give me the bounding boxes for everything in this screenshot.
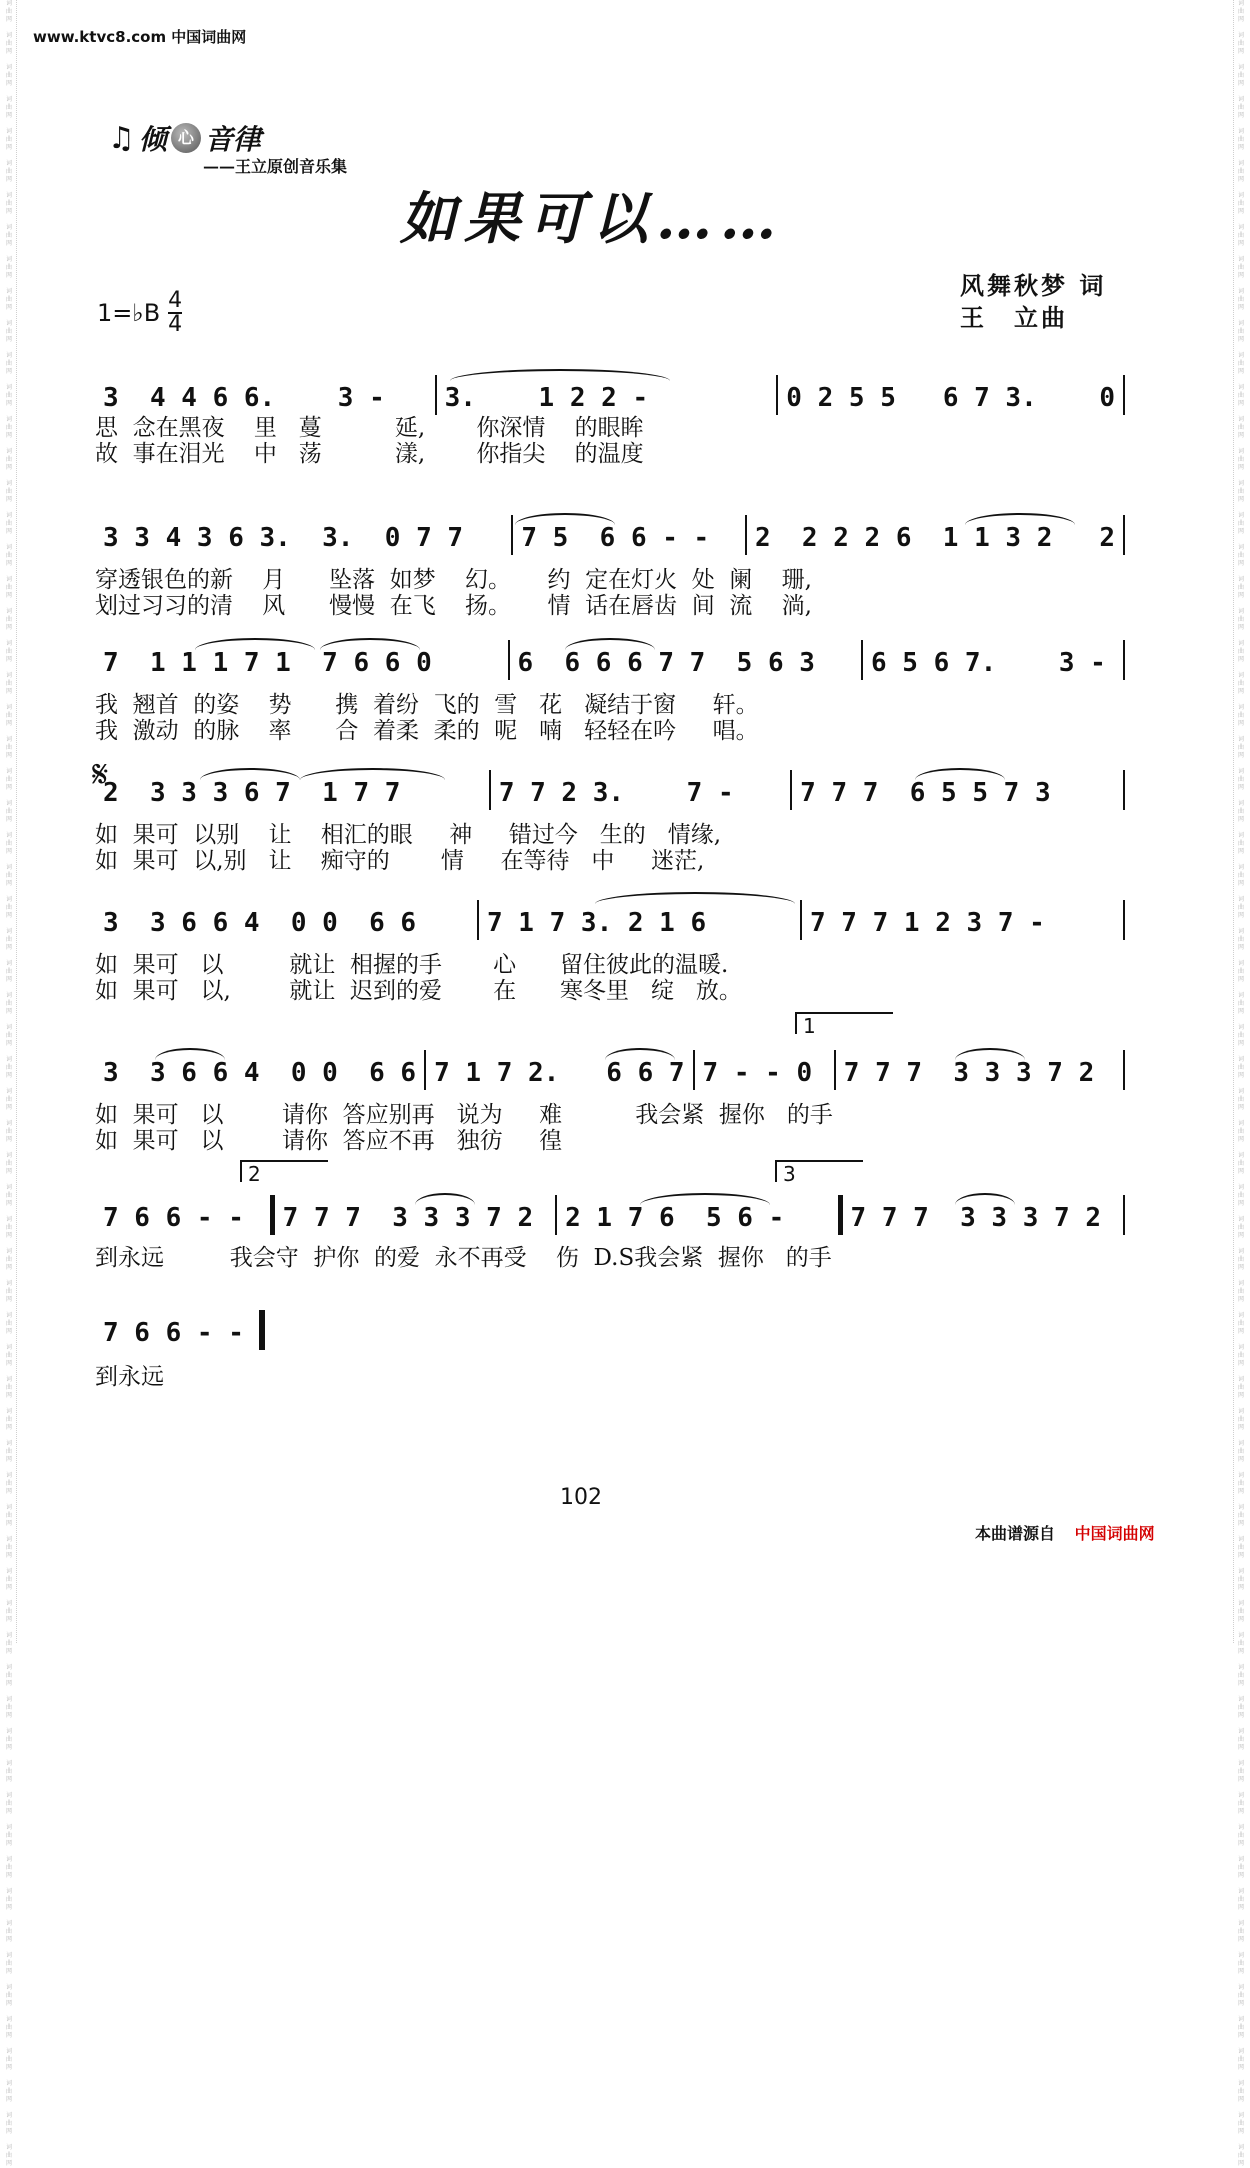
measure: 7 1 7 3. 2 1 6 [487,908,707,938]
measure: 3. 1 2 2 - [444,383,649,413]
slur [605,1048,675,1072]
barline [1123,515,1125,555]
measure: 3 3 6 6 4 0 0 6 6 [103,1058,417,1088]
barline [1123,1195,1125,1235]
lyric-line: 到永远 [95,1364,164,1390]
measure: 2 2 2 2 6 1 1 3 2 2 [754,523,1115,553]
composer-credit: 王 立曲 [960,303,1068,332]
slur [450,369,670,393]
barline [1123,1050,1125,1090]
slur [200,768,300,792]
notation-row [95,1195,1125,1235]
lyric-line: 划过习习的清 风 慢慢 在飞 扬。 情 话在唇齿 间 流 淌, [95,593,812,619]
score-system-3 [95,640,1125,744]
lyric-line: 我 激动 的脉 率 合 着柔 柔的 呢 喃 轻轻在吟 唱。 [95,718,759,744]
score-system-1 [95,375,1125,467]
measure: 7 7 7 3 3 3 7 2 [850,1203,1101,1233]
measure: 7 7 7 6 5 5 7 3 [800,778,1051,808]
music-note-icon: ♫ [108,120,135,156]
measure: 6 6 6 6 7 7 5 6 3 [517,648,815,678]
measure: 3 3 6 6 4 0 0 6 6 [103,908,417,938]
measure: 2 1 7 6 5 6 - [565,1203,785,1233]
slur [415,1193,475,1217]
collection-title-left: 倾 [138,123,167,156]
score-system-8 [95,1310,265,1390]
measure: 7 1 1 1 7 1 7 6 6 0 [103,648,432,678]
time-signature-top: 4 [168,288,183,313]
slur [955,1193,1015,1217]
measure: 6 5 6 7. 3 - [871,648,1106,678]
slur [515,513,615,537]
measure: 7 1 7 2. 6 6 7 [434,1058,685,1088]
score-system-6 [95,1014,1125,1154]
slur [640,1193,770,1217]
collection-title [108,118,347,158]
slur [300,768,445,792]
measure: 7 5 6 6 - - [521,523,710,553]
measure: 7 7 7 1 2 3 7 - [810,908,1045,938]
measure: 3 4 4 6 6. 3 - [103,383,385,413]
lyric-line: 如 果可 以 就让 相握的手 心 留住彼此的温暖. [95,952,729,978]
measure: 3 3 4 3 6 3. 3. 0 7 7 [103,523,464,553]
lyric-line: 如 果可 以别 让 相汇的眼 神 错过今 生的 情缘, [95,822,722,848]
slur [195,638,315,662]
volta-ending-1: 1 [795,1012,893,1034]
lyric-line: 穿透银色的新 月 坠落 如梦 幻。 约 定在灯火 处 阑 珊, [95,567,812,593]
slur [565,638,655,662]
collection-title-right: 音律 [204,123,261,156]
score-system-2 [95,515,1125,619]
time-signature [168,290,182,336]
collection-logo [108,118,347,177]
lyric-line: 如 果可 以,别 让 痴守的 情 在等待 中 迷茫, [95,848,705,874]
barline [1123,770,1125,810]
key-label: 1=♭B [97,299,161,327]
page-number: 102 [560,1485,602,1510]
score-system-7 [95,1162,1125,1271]
barline [1123,640,1125,680]
barline [1123,900,1125,940]
barline [1123,375,1125,415]
lyric-line: 如 果可 以, 就让 迟到的爱 在 寒冬里 绽 放。 [95,978,742,1004]
measure: 7 7 7 3 3 3 7 2 [843,1058,1095,1088]
notation-row [95,640,1125,680]
volta-ending-3: 3 [775,1160,863,1182]
slur [915,768,1005,792]
final-barline [259,1310,265,1350]
slur [955,1048,1025,1072]
score-system-5 [95,900,1125,1004]
time-signature-bottom: 4 [168,312,183,337]
notation-row [95,1310,265,1350]
slur [965,513,1075,537]
source-note [975,1521,1155,1544]
measure: 7 6 6 - - [103,1318,244,1348]
notation-row [95,770,1125,810]
left-margin-watermark: 词 曲 网 词 曲 网 词 曲 网 词 曲 网 词 曲 网 词 曲 网 词 曲 网 词 曲 网 词 曲 网 词 曲 网 词 曲 网 词 曲 网 词 曲 网 词 曲 网 词 曲 网 词 曲 网 词 曲 网 词 曲 网 词 曲 网 词 曲 网 词 曲 网 词 曲 网 词 曲 网 词 曲 网 词 曲 网 词 曲 网 词 曲 网 词 曲 网 词 曲 网 词 曲 网 词 曲 网 词 曲 网 词 曲 网 词 曲 网 词 曲 网 词 曲 网 词 曲 网 词 曲 网 词 曲 网 词 曲 网 词 曲 网 词 曲 网 词 曲 网 词 曲 网 词 曲 网 词 曲 网 词 曲 网 词 曲 网 词 曲 网 词 曲 网 词 曲 网 词 曲 网 词 曲 网 词 曲 网 词 曲 网 词 曲 网 词 曲 网 词 曲 网 词 曲 网 词 曲 网 词 曲 网 词 曲 网 词 曲 网 词 曲 网 词 曲 网 词 曲 网 词 曲 网 词 曲 网 [2,0,17,1643]
lyricist-credit: 风舞秋梦 词 [960,271,1107,300]
notation-row [95,515,1125,555]
measure: 7 6 6 - - [103,1203,244,1233]
volta-ending-2: 2 [240,1160,328,1182]
notation-row [95,375,1125,415]
notation-row [95,1050,1125,1090]
lyric-line: 我 翘首 的姿 势 携 着纷 飞的 雪 花 凝结于窗 轩。 [95,692,759,718]
notation-row [95,900,1125,940]
measure: 0 2 5 5 6 7 3. 0 [786,383,1116,413]
lyric-line: 如 果可 以 请你 答应不再 独彷 徨 [95,1128,563,1154]
lyric-line: 思 念在黑夜 里 蔓 延, 你深情 的眼眸 [95,415,644,441]
credits [960,270,1106,334]
segno-icon: 𝄋 [92,752,109,796]
site-header[interactable]: www.ktvc8.com 中国词曲网 [33,28,247,46]
source-label: 本曲谱源自 [975,1524,1056,1543]
lyric-line: 到永远 我会守 护你 的爱 永不再受 伤 D.S我会紧 握你 的手 [95,1245,832,1271]
source-site-link[interactable]: 中国词曲网 [1074,1524,1155,1543]
measure: 7 7 2 3. 7 - [498,778,734,808]
measure: 2 3 3 3 6 7 1 7 7 [103,778,401,808]
slur [320,638,420,662]
lyric-line: 如 果可 以 请你 答应别再 说为 难 我会紧 握你 的手 [95,1102,833,1128]
song-title: 如果可以…… [400,186,784,252]
slur [595,892,795,916]
slur [155,1048,225,1072]
score-system-4 [95,770,1125,874]
lyric-line: 故 事在泪光 中 荡 漾, 你指尖 的温度 [95,441,644,467]
measure: 7 - - 0 [702,1058,813,1088]
right-margin-watermark: 词 曲 网 词 曲 网 词 曲 网 词 曲 网 词 曲 网 词 曲 网 词 曲 网 词 曲 网 词 曲 网 词 曲 网 词 曲 网 词 曲 网 词 曲 网 词 曲 网 词 曲 网 词 曲 网 词 曲 网 词 曲 网 词 曲 网 词 曲 网 词 曲 网 词 曲 网 词 曲 网 词 曲 网 词 曲 网 词 曲 网 词 曲 网 词 曲 网 词 曲 网 词 曲 网 词 曲 网 词 曲 网 词 曲 网 词 曲 网 词 曲 网 词 曲 网 词 曲 网 词 曲 网 词 曲 网 词 曲 网 词 曲 网 词 曲 网 词 曲 网 词 曲 网 词 曲 网 词 曲 网 词 曲 网 词 曲 网 词 曲 网 词 曲 网 词 曲 网 词 曲 网 词 曲 网 词 曲 网 词 曲 网 词 曲 网 词 曲 网 词 曲 网 词 曲 网 词 曲 网 词 曲 网 词 曲 网 词 曲 网 词 曲 网 词 曲 网 词 曲 网 词 曲 网 词 曲 网 [1233,0,1248,1643]
measure: 7 7 7 3 3 3 7 2 [282,1203,534,1233]
key-signature [97,290,182,336]
heart-badge-icon: 心 [171,123,201,153]
collection-subtitle: ——王立原创音乐集 [203,157,348,176]
